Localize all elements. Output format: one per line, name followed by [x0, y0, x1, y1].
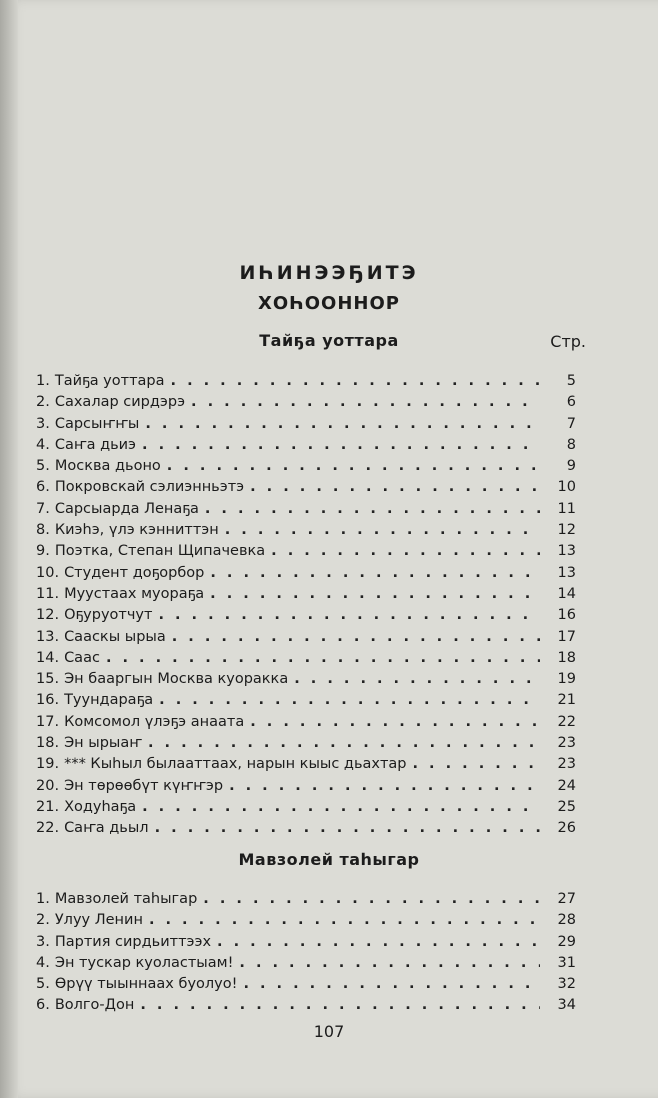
item-page: 11 [557, 500, 576, 517]
item-number: 18. [36, 735, 60, 752]
leader-dots [140, 995, 540, 1016]
leader-dots [217, 932, 540, 953]
item-page: 32 [557, 976, 576, 993]
item-number: 16. [36, 692, 60, 709]
item-title: Москва дьоно [54, 458, 161, 475]
item-number: 3. [36, 415, 50, 432]
item-title: Киэһэ, үлэ кэнниттэн [54, 522, 219, 539]
leader-dots [239, 953, 540, 974]
item-page: 6 [566, 394, 576, 411]
item-title: Ходуһаҕа [64, 798, 137, 815]
contents-heading: ИҺИНЭЭҔИТЭ [239, 262, 419, 284]
toc-item [36, 520, 576, 541]
leader-dots [271, 541, 540, 562]
item-number: 12. [36, 607, 60, 624]
item-number: 13. [36, 628, 60, 645]
item-title: Саас [64, 649, 100, 666]
item-number: 4. [36, 954, 50, 971]
item-number: 21. [36, 798, 60, 815]
item-page: 16 [557, 607, 576, 624]
toc-section-1 [36, 371, 576, 840]
item-page: 23 [557, 756, 576, 773]
item-title: Волго-Дон [54, 997, 135, 1014]
item-number: 11. [36, 585, 60, 602]
toc-item [36, 889, 576, 910]
item-title: Студент доҕорбор [64, 564, 205, 581]
toc-item [36, 456, 576, 477]
item-number: 7. [36, 500, 50, 517]
item-title: Оҕуруотчут [64, 607, 153, 624]
item-page: 29 [557, 933, 576, 950]
leader-dots [229, 776, 540, 797]
item-page: 14 [557, 585, 576, 602]
item-title: Сааскы ырыа [64, 628, 166, 645]
item-number: 6. [36, 479, 50, 496]
item-page: 28 [557, 912, 576, 929]
item-page: 21 [557, 692, 576, 709]
toc-item [36, 690, 576, 711]
toc-item [36, 584, 576, 605]
item-page: 34 [557, 997, 576, 1014]
item-page: 13 [557, 564, 576, 581]
item-page: 8 [566, 436, 576, 453]
item-title: Партия сирдьиттээх [54, 933, 212, 950]
leader-dots [171, 371, 540, 392]
item-title: Өрүү тыыннаах буолуо! [54, 976, 238, 993]
toc-item [36, 818, 576, 839]
item-page: 13 [557, 543, 576, 560]
item-number: 20. [36, 777, 60, 794]
item-number: 15. [36, 671, 60, 688]
leader-dots [250, 712, 540, 733]
toc-item [36, 648, 576, 669]
leader-dots [210, 563, 540, 584]
leader-dots [413, 754, 541, 775]
item-page: 18 [557, 649, 576, 666]
item-title: Поэтка, Степан Щипачевка [54, 543, 266, 560]
toc-item [36, 953, 576, 974]
section-title-mausoleum: Мавзолей таһыгар [238, 850, 420, 869]
item-number: 9. [36, 543, 50, 560]
toc-item [36, 605, 576, 626]
toc-item [36, 776, 576, 797]
item-page: 10 [557, 479, 576, 496]
item-page: 12 [557, 522, 576, 539]
leader-dots [203, 889, 540, 910]
leader-dots [225, 520, 540, 541]
item-page: 7 [566, 415, 576, 432]
toc-item [36, 910, 576, 931]
item-number: 3. [36, 933, 50, 950]
toc-item [36, 477, 576, 498]
item-number: 5. [36, 976, 50, 993]
leader-dots [158, 605, 540, 626]
toc-item [36, 995, 576, 1016]
leader-dots [191, 392, 540, 413]
toc-item [36, 733, 576, 754]
item-title: Комсомол үлэҕэ анаата [64, 713, 245, 730]
toc-item [36, 371, 576, 392]
item-number: 22. [36, 820, 60, 837]
leader-dots [149, 910, 540, 931]
item-title: Саҥа дьыл [64, 820, 149, 837]
item-number: 10. [36, 564, 60, 581]
toc-item [36, 414, 576, 435]
toc-item [36, 932, 576, 953]
item-page: 17 [557, 628, 576, 645]
item-title: Эн тускар куоластыам! [54, 954, 234, 971]
item-page: 27 [557, 891, 576, 907]
toc-item [36, 541, 576, 562]
toc-item [36, 797, 576, 818]
item-page: 5 [566, 373, 576, 389]
leader-dots [159, 690, 540, 711]
toc-item [36, 435, 576, 456]
item-number: 2. [36, 394, 50, 411]
item-page: 9 [566, 458, 576, 475]
leader-dots [106, 648, 540, 669]
toc-item [36, 392, 576, 413]
item-page: 31 [557, 954, 576, 971]
item-page: 23 [557, 735, 576, 752]
item-title: Саҥа дьиэ [54, 436, 137, 453]
item-title: *** Кыһыл былааттаах, нарын кыыс дьахтар [64, 756, 407, 773]
toc-section-2 [36, 889, 576, 1017]
toc-item [36, 627, 576, 648]
toc-item [36, 669, 576, 690]
item-title: Сарсыарда Ленаҕа [54, 500, 199, 517]
item-title: Тайҕа уоттара [54, 373, 165, 389]
item-number: 1. [36, 891, 50, 907]
item-page: 25 [557, 798, 576, 815]
leader-dots [142, 797, 540, 818]
item-number: 8. [36, 522, 50, 539]
leader-dots [145, 414, 540, 435]
item-number: 2. [36, 912, 50, 929]
item-title: Муустаах муораҕа [64, 585, 205, 602]
leader-dots [210, 584, 540, 605]
item-title: Покровскай сэлиэнньэтэ [54, 479, 245, 496]
item-number: 5. [36, 458, 50, 475]
page-number: 107 [313, 1022, 345, 1041]
item-title: Улуу Ленин [54, 912, 143, 929]
item-number: 17. [36, 713, 60, 730]
leader-dots [205, 499, 540, 520]
item-page: 22 [557, 713, 576, 730]
item-title: Туундараҕа [64, 692, 154, 709]
item-page: 19 [557, 671, 576, 688]
item-title: Эн ырыаҥ [64, 735, 142, 752]
poems-subheading: ХОҺООННОР [258, 293, 400, 314]
item-number: 14. [36, 649, 60, 666]
section-title-taiga: Тайҕа уоттара [259, 331, 399, 350]
leader-dots [142, 435, 540, 456]
item-page: 24 [557, 777, 576, 794]
item-number: 1. [36, 373, 50, 389]
page-gutter-shadow [0, 0, 18, 1098]
toc-item [36, 712, 576, 733]
leader-dots [294, 669, 540, 690]
toc-item [36, 499, 576, 520]
toc-item [36, 563, 576, 584]
page-column-label: Стр. [550, 332, 586, 351]
toc-item [36, 754, 576, 775]
leader-dots [250, 477, 540, 498]
item-title: Эн төрөөбүт күҥҥэр [64, 777, 224, 794]
item-number: 4. [36, 436, 50, 453]
item-title: Сарсыҥҥы [54, 415, 140, 432]
item-title: Эн бааргын Москва куоракка [64, 671, 289, 688]
item-title: Мавзолей таһыгар [54, 891, 198, 907]
item-page: 26 [557, 820, 576, 837]
item-title: Сахалар сирдэрэ [54, 394, 186, 411]
leader-dots [167, 456, 540, 477]
leader-dots [172, 627, 540, 648]
toc-item [36, 974, 576, 995]
item-number: 19. [36, 756, 60, 773]
item-number: 6. [36, 997, 50, 1014]
leader-dots [148, 733, 540, 754]
leader-dots [155, 818, 540, 839]
leader-dots [243, 974, 540, 995]
